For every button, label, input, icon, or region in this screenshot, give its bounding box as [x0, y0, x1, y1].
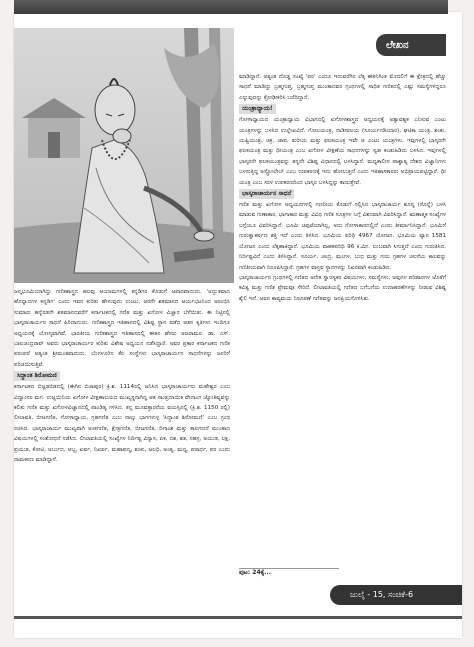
- illustration-scholar: [14, 28, 234, 283]
- paragraph: ಮಾಡಿದ್ದಾನೆ. ಅತ್ಯಂತ ದೊಡ್ಡ ಸಂಖ್ಯೆ 'ಪರ' ಎಂದೂ ಇದುವರೆಗಿನ ಲೆಕ್ಕ ಈತನಿಗಿಂತ ಮೊದಲಿಗೆ ಈ ಕ್ಷೇತ್ರದಲ್ಲಿ ಹೆಚ್ಚು ಸಾಧನೆ ಮಾಡಿದ್ದು ಬ್ರಹ್ಮಗುಪ್ತ. ಬ್ರಹ್ಮಗುಪ್ತ ಮುಂತಾದವರ ಗ್ರಂಥಗಳಲ್ಲಿ ಸಾಧಿತ ಗಣಿತದಲ್ಲಿ ಎಷ್ಟು ಸಮಸ್ಯೆಗಳಿದ್ದರೂ ಎನ್ನುವುದನ್ನು ಕ್ರೋಢೀಕರಿಸಿ ಬರೆದಿದ್ದಾನೆ.: [239, 74, 446, 101]
- sub-heading: ಯಂತ್ರಾಧ್ಯಾಯ!: [239, 104, 276, 114]
- paragraph: ಗೋಳಾಧ್ಯಾಯದ ಯಂತ್ರಾಧ್ಯಾಯ ವಿಭಾಗದಲ್ಲಿ ಖಗೋಳಶಾಸ್ತ್ರದ ಅಧ್ಯಯನಕ್ಕೆ ಅತ್ಯಾವಶ್ಯಕ ಎನಿಸುವ ಎಂಟು ಯಂತ್ರಗಳನ್ನು ಬಳಸಿದ ಉಲ್ಲೇಖವಿದೆ. ಗೋಲಯಂತ್ರ, ನಾಡೀವಲಯ (ಸೂರ್ಯಗಡಿಯಾರ), ಘಟಿಕಾ ಯಂತ್ರ, ಶಂಕು, ಯಷ್ಟಿಯಂತ್ರ, ಚಕ್ರ, ಚಾಪ, ತುರೀಯ ಮತ್ತು ಫಲಕಯಂತ್ರ ಇವೇ ಆ ಎಂಟು ಯಂತ್ರಗಳು. ಇವುಗಳಲ್ಲಿ ಭಾಸ್ಕರನೇ ಫಲಕಯಂತ್ರ ಮತ್ತು ಧೀಯಂತ್ರ ಎಂಬ ಖಗೋಳ ವೀಕ್ಷಣೆಯ ಸಾಧನಗಳನ್ನು ಸ್ವತಃ ಕಂಡುಹಿಡಿದು ಬಳಸಿದ. ಇವುಗಳಲ್ಲಿ ಭಾಸ್ಕರನೇ ಫಲಕಯಂತ್ರವನ್ನು ತನ್ನದೇ ವಿಶಿಷ್ಟ ವಿಧಾನದಲ್ಲಿ ಬಳಸಿದ್ದಾನೆ. ಮಧ್ಯಕಾಲೀನ ಪಾಶ್ಚಾತ್ಯ ದೇಶದ ವಿಜ್ಞಾನಿಗಳು ಬಳಸುತ್ತಿದ್ದ ಅಸ್ಟ್ರೋಲೇಬ್ ಎಂಬ ಉಪಕರಣಕ್ಕೆ ಇದು ಹೋಲುತ್ತದೆ ಎಂದು ಇತಿಹಾಸಕಾರರು ಅಭಿಪ್ರಾಯಪಟ್ಟಿದ್ದಾರೆ. ಧೀ ಯಂತ್ರ ಎಂಬ ಸರಳ ಉಪಕರಣದಿಂದ ಭಾಸ್ಕರ ಬಳಸಿದ್ದನ್ನು ಕಾಣುತ್ತೇವೆ.: [239, 117, 446, 186]
- paragraph: ಗಣಿತ ಮತ್ತು ಖಗೋಳ ಅಧ್ಯಯನಗಳಲ್ಲಿ ಗಣನೀಯ ಕೊಡುಗೆ ಸಲ್ಲಿಸಿದ ಭಾಸ್ಕರಾಚಾರ್ಯ ಶೂನ್ಯ (ಸೊನ್ನೆ) ಬಳಸಿ ಮಾಡುವ ಗುಣಾಕಾರ, ಭಾಗಾಕಾರ ಮತ್ತು ವಿವಿಧ ಗಣಿತ ಸೂತ್ರಗಳ ಬಗ್ಗೆ ವಿಶದವಾಗಿ ವಿವರಿಸಿದ್ದಾನೆ. ಋಣಾತ್ಮಕ ಸಂಖ್ಯೆಗಳ ಬಗ್ಗೆಯೂ ವಿವರಿಸಿದ್ದಾನೆ. ಭೂಮಿ ಚಪ್ಪಟೆಯಾಗಿಲ್ಲ, ಅದು ಗೋಳಾಕಾರದಲ್ಲಿದೆ ಎಂದು ತೀರ್ಮಾನಿಸಿದ್ದಾನೆ. ಭೂಮಿಗೆ ಗುರುತ್ವಾಕರ್ಷಣ ಶಕ್ತಿ ಇದೆ ಎಂದು ತಿಳಿಸಿದ. ಭೂಮಿಯ ಪರಿಧಿ 4967 ಯೋಜನ. ಭೂಮಿಯ ವ್ಯಾಸ 1581 ಯೋಜನ ಎಂದು ಲೆಕ್ಕಹಾಕಿದ್ದಾನೆ. ಭೂಮಿಯ ವಾಹಕಪರಿಧಿ 96 ಕಿ.ಮೀ. ಲಂಬವಾಗಿ ಸಿಗುತ್ತದೆ ಎಂದು ಗುರುತಿಸಿದ. ನಿರ್ದಿಷ್ಟವಿದೆ ಎಂದು ತಿಳಿಸಿದ್ದಾನೆ. ಸೂರ್ಯ, ಚಂದ್ರ, ಮಂಗಳ, ಬುಧ ಮತ್ತು ಗುರು ಗ್ರಹಗಳ ಚಲನೆಯ ಕಾಲವನ್ನು ಗಣಿತೀಯವಾಗಿ ನಿರೂಪಿಸಿದ್ದಾನೆ. ಗ್ರಹಗಳ ವಾಸ್ತವ ಸ್ಥಾನಗಳನ್ನು ನಿಖರವಾಗಿ ಕಂಡುಹಿಡಿದ.: [239, 202, 446, 271]
- sub-heading: ಭಾಸ್ಕರಾಚಾರ್ಯನ ಸಾಧನೆ: [239, 189, 294, 199]
- issue-footer: ಜುಲೈ - 15, ಸಂಚಿಕೆ-6: [330, 585, 462, 605]
- top-bar: [14, 0, 448, 14]
- right-column: [239, 72, 446, 304]
- scholar-drawing: [14, 28, 234, 283]
- sub-heading: ಸಿದ್ಧಾಂತ ಶಿರೋಮಣಿ: [14, 371, 60, 381]
- section-tag: ಲೇಖನ: [376, 34, 446, 56]
- left-column: [14, 287, 230, 466]
- bottom-rule: [14, 616, 462, 619]
- paragraph: ಜನ್ಮಭೂಮಿಯಾಗಿದ್ದು ಗಣಿತಶಾಸ್ತ್ರದ ಹಲವು ಆಯಾಮಗಳಲ್ಲಿ ಕನ್ನಡಿಗರ ಕೊಡುಗೆ ಅಪಾರವಾದುದು. 'ಅದ್ಭುತವಾದ ಹೊನ್ನಾದಗಳ ಕನ್ನಡಿಗ' ಎಂದು ಇವನ ಕುರಿತು ಹೇಳುವುದು ಉಂಟು. ಆರನೇ ಶತಮಾನದ ಆರ್ಯಭಟನಿಂದ ಆರಂಭಿಸಿ ಸುಮಾರು ಹನ್ನೆರಡನೇ ಶತಮಾನದವರೆಗೆ ಕರ್ನಾಟಕದಲ್ಲಿ ಗಣಿತ ಮತ್ತು ಖಗೋಳ ವಿಜ್ಞಾನ ಬೆಳೆಯಿತು. ಈ ನಿಟ್ಟಿನಲ್ಲಿ ಭಾಸ್ಕರಾಚಾರ್ಯರ ಸಾಧನೆ ಹಿರಿದಾದುದು. ಗಣಿತಶಾಸ್ತ್ರದ ಇತಿಹಾಸದಲ್ಲಿ ವಿಶಿಷ್ಟ ಸ್ಥಾನ ಪಡೆದ ಆತನ ಕೃತಿಗಳು ಇಂದಿಗೂ ಅಧ್ಯಯನಕ್ಕೆ ಯೋಗ್ಯವಾಗಿವೆ. ಭಾರತೀಯ ಗಣಿತಶಾಸ್ತ್ರದ ಇತಿಹಾಸದಲ್ಲಿ ಈತನ ಹೆಸರು ಅಜರಾಮರ. ಡಾ. ಎಸ್. ಬಾಲಚಂದ್ರರಾವ್ ಅವರು ಭಾಸ್ಕರಾಚಾರ್ಯರ ಕುರಿತು ವಿಶೇಷ ಅಧ್ಯಯನ ನಡೆಸಿದ್ದಾರೆ. ಅವರ ಪ್ರಕಾರ ಕರ್ನಾಟಕದ ಗಣಿತ ಪರಂಪರೆ ಅತ್ಯಂತ ಶ್ರೀಮಂತವಾದುದು. ಬೆಂಗಳೂರಿನ ಕೆಲ ಸಂಸ್ಥೆಗಳು ಭಾಸ್ಕರಾಚಾರ್ಯನ ಸಾಧನೆಗಳನ್ನು ಜನರಿಗೆ ಪರಿಚಯಿಸುತ್ತಿವೆ.: [14, 289, 230, 368]
- continued-note: ಪುಟ: 24ಕ್ಕೆ...: [239, 568, 339, 577]
- paragraph: ಕರ್ನಾಟಕದ ಬಿಜ್ಜಡಬಿಡದಲ್ಲಿ (ಈಗಿನ ಬಿಜಾಪುರ) ಕ್ರಿ.ಶ. 1114ರಲ್ಲಿ ಜನಿಸಿದ ಭಾಸ್ಕರಾಚಾರ್ಯನು ಮಹೇಶ್ವರ ಎಂಬ ವಿದ್ವಾಂಸರ ಮಗ. ಉಜ್ಜಯಿನಿಯ ಖಗೋಳ ವೀಕ್ಷಣಾಲಯದ ಮುಖ್ಯಸ್ಥನಾಗಿದ್ದ ಆತ ಸಾಂಪ್ರದಾಯಿಕ ವೇದಾಂಗ ಜ್ಯೋತಿಷ್ಯವನ್ನು ಕಲಿತು ಗಣಿತ ಮತ್ತು ಖಗೋಳವಿಜ್ಞಾನದಲ್ಲಿ ಪಾಂಡಿತ್ಯ ಗಳಿಸಿದ. ತನ್ನ ಮೂವತ್ತಾರನೆಯ ವಯಸ್ಸಿನಲ್ಲಿ (ಕ್ರಿ.ಶ. 1150 ರಲ್ಲಿ) ಲೀಲಾವತಿ, ಬೀಜಗಣಿತ, ಗೋಳಾಧ್ಯಾಯ, ಗ್ರಹಗಣಿತ ಎಂಬ ನಾಲ್ಕು ಭಾಗಗಳುಳ್ಳ 'ಸಿದ್ಧಾಂತ ಶಿರೋಮಣಿ' ಎಂಬ ಗ್ರಂಥ ರಚಿಸಿದ. ಭಾಸ್ಕರಾಚಾರ್ಯ ಮುಖ್ಯವಾಗಿ ಅಂಕಗಣಿತ, ಕ್ಷೇತ್ರಗಣಿತ, ಬೀಜಗಣಿತ, ದಿಗಾಂಶ ಮತ್ತು ಕಾಲಗಣನೆ ಮುಂತಾದ ವಿಷಯಗಳಲ್ಲಿ ಸಂಶೋಧನೆ ನಡೆಸಿದ. ಲೀಲಾವತಿಯಲ್ಲಿ ಸಂಖ್ಯೆಗಳ ನಿರ್ದಿಷ್ಟ ವಿನ್ಯಾಸ, ಏಕ, ದಶ, ಶತ, ಸಹಸ್ರ, ಅಯುತ, ಲಕ್ಷ, ಪ್ರಯುತ, ಕೋಟಿ, ಅರ್ಬುದ, ಅಬ್ಜ, ಖರ್ವ, ನಿಖರ್ವ, ಮಹಾಪದ್ಮ, ಶಂಕು, ಜಲಧಿ, ಅಂತ್ಯ, ಮಧ್ಯ, ಪರಾರ್ಧ, ಪರ ಎಂದು ನಾಮಕರಣ ಮಾಡಿದ್ದಾನೆ.: [14, 384, 230, 464]
- paragraph: ಭಾಸ್ಕರಾಚಾರ್ಯನ ಗ್ರಂಥಗಳಲ್ಲಿ ಗಣಿತದ ಅನೇಕ ಸ್ವಾರಸ್ಯಕರ ವಿಷಯಗಳು, ಸಮಸ್ಯೆಗಳು, ಅವುಗಳ ಪರಿಹಾರಗಳ ಜೊತೆಗೆ ಕವಿತ್ವ ಮತ್ತು ಗಣಿತ ಪ್ರೇಮವೂ ಸೇರಿದೆ. ಲೀಲಾವತಿಯಲ್ಲಿ ಗಣಿತದ ಬಗೆಬಗೆಯ ಉದಾಹರಣೆಗಳನ್ನು ನೀಡುವ ವಿಶಿಷ್ಟ ಶೈಲಿ ಇದೆ. ಅವನ ಕಾವ್ಯಮಯ ನಿರೂಪಣೆ ಗಣಿತವನ್ನು ಜನಪ್ರಿಯಗೊಳಿಸಿತು.: [239, 274, 446, 302]
